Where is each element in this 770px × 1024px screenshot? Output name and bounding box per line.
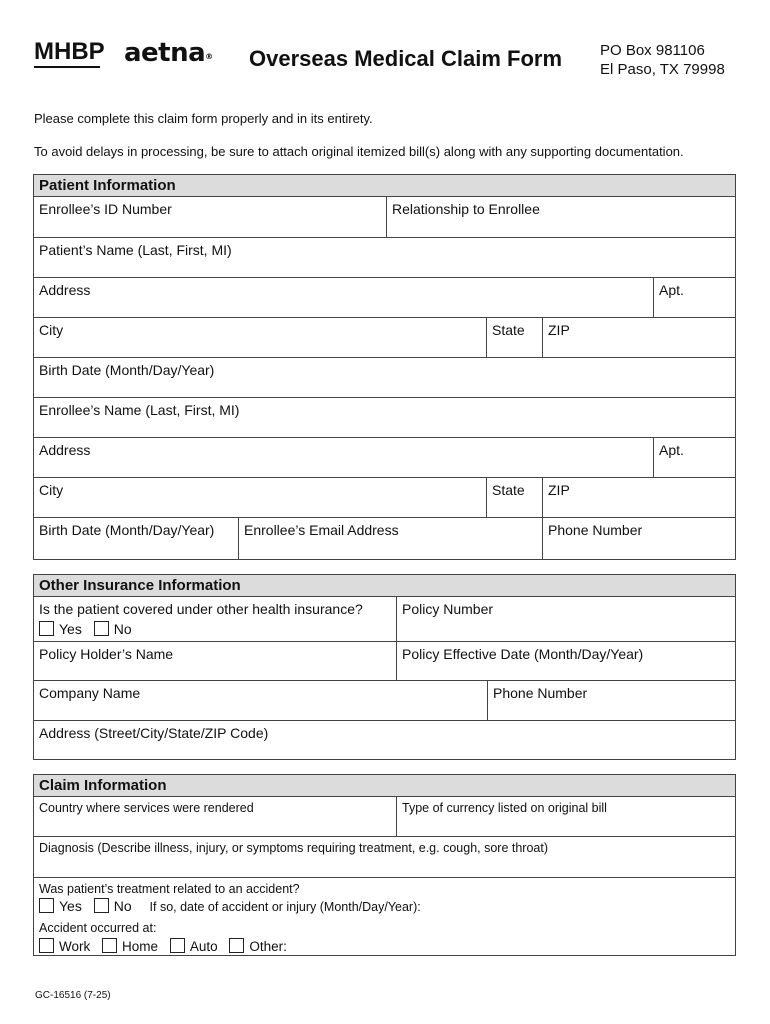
field-label: Phone Number xyxy=(548,522,643,538)
field-label: Birth Date (Month/Day/Year) xyxy=(39,362,215,378)
coverage-options xyxy=(39,621,140,637)
company-address-field[interactable] xyxy=(34,721,735,759)
city-state-zip: El Paso, TX 79998 xyxy=(600,61,725,78)
form-row xyxy=(34,878,735,955)
enrollee-birth-date-field[interactable] xyxy=(34,518,238,559)
field-label: Address xyxy=(39,442,91,458)
coverage-no-option[interactable] xyxy=(94,621,132,637)
enrollee-phone-field[interactable] xyxy=(542,518,735,559)
patient-zip-field[interactable] xyxy=(542,318,735,357)
checkbox[interactable] xyxy=(94,621,109,636)
form-row xyxy=(34,358,735,398)
patient-state-field[interactable] xyxy=(486,318,542,357)
field-label: ZIP xyxy=(548,482,570,498)
form-row xyxy=(34,478,735,518)
checkbox[interactable] xyxy=(39,898,54,913)
checkbox[interactable] xyxy=(102,938,117,953)
field-label: Phone Number xyxy=(493,685,588,701)
other-option[interactable] xyxy=(229,939,287,954)
relationship-field[interactable] xyxy=(386,197,735,237)
intro-line-2: To avoid delays in processing, be sure to attach original itemized bill(s) along with any supporting documentation. xyxy=(34,144,684,159)
form-row xyxy=(34,518,735,559)
option-label: Auto xyxy=(189,939,218,954)
field-label: Apt. xyxy=(659,282,684,298)
checkbox[interactable] xyxy=(229,938,244,953)
mhbp-logo-underline xyxy=(34,66,100,68)
field-label: Diagnosis (Describe illness, injury, or symptoms requiring treatment, e.g. cough, sore throat) xyxy=(39,841,549,855)
field-label: Country where services were rendered xyxy=(39,801,254,815)
form-row xyxy=(34,797,735,837)
enrollee-apt-field[interactable] xyxy=(653,438,735,477)
option-label: No xyxy=(113,898,132,914)
field-label: Enrollee’s Name (Last, First, MI) xyxy=(39,402,240,418)
accident-location-options xyxy=(39,938,295,954)
accident-date-label: If so, date of accident or injury (Month/Day/Year): xyxy=(149,900,421,914)
diagnosis-field[interactable] xyxy=(34,837,735,877)
country-field[interactable] xyxy=(34,797,396,836)
patient-information-section xyxy=(33,174,736,560)
form-row xyxy=(34,837,735,878)
enrollee-name-field[interactable] xyxy=(34,398,735,437)
field-label: Type of currency listed on original bill xyxy=(402,801,607,815)
patient-address-field[interactable] xyxy=(34,278,653,317)
enrollee-address-field[interactable] xyxy=(34,438,653,477)
field-label: Policy Holder’s Name xyxy=(39,646,174,662)
page-title: Overseas Medical Claim Form xyxy=(249,46,563,71)
patient-city-field[interactable] xyxy=(34,318,486,357)
other-insurance-section xyxy=(33,574,736,760)
section-header: Patient Information xyxy=(34,175,735,197)
auto-option[interactable] xyxy=(170,939,218,954)
field-label: State xyxy=(492,322,525,338)
other-coverage-field xyxy=(34,597,396,641)
field-label: Enrollee’s ID Number xyxy=(39,201,172,217)
form-row xyxy=(34,197,735,238)
form-code: GC-16516 (7-25) xyxy=(35,990,111,1001)
patient-apt-field[interactable] xyxy=(653,278,735,317)
field-label: State xyxy=(492,482,525,498)
field-label: Policy Number xyxy=(402,601,494,617)
form-row xyxy=(34,238,735,278)
option-label: Other: xyxy=(249,939,287,954)
aetna-logo xyxy=(124,38,213,68)
enrollee-id-field[interactable] xyxy=(34,197,386,237)
field-label: Relationship to Enrollee xyxy=(392,201,540,217)
patient-name-field[interactable] xyxy=(34,238,735,277)
checkbox[interactable] xyxy=(39,938,54,953)
company-name-field[interactable] xyxy=(34,681,487,720)
option-label: Work xyxy=(59,939,91,954)
field-label: ZIP xyxy=(548,322,570,338)
patient-birth-date-field[interactable] xyxy=(34,358,735,397)
form-row xyxy=(34,438,735,478)
option-label: Yes xyxy=(59,621,82,637)
option-label: No xyxy=(113,621,132,637)
section-header: Claim Information xyxy=(34,775,735,797)
field-label: Address (Street/City/State/ZIP Code) xyxy=(39,725,269,741)
field-label: Was patient’s treatment related to an accident? xyxy=(39,882,300,896)
form-row xyxy=(34,642,735,681)
enrollee-state-field[interactable] xyxy=(486,478,542,517)
field-label: Enrollee’s Email Address xyxy=(244,522,399,538)
option-label: Home xyxy=(122,939,159,954)
checkbox[interactable] xyxy=(170,938,185,953)
field-label: Company Name xyxy=(39,685,141,701)
enrollee-email-field[interactable] xyxy=(238,518,542,559)
field-label: Policy Effective Date (Month/Day/Year) xyxy=(402,646,644,662)
form-row xyxy=(34,398,735,438)
field-label: Birth Date (Month/Day/Year) xyxy=(39,522,215,538)
section-header: Other Insurance Information xyxy=(34,575,735,597)
work-option[interactable] xyxy=(39,939,90,954)
registered-mark-icon: ® xyxy=(205,52,213,61)
accident-yes-option[interactable] xyxy=(39,898,82,914)
enrollee-zip-field[interactable] xyxy=(542,478,735,517)
form-row xyxy=(34,681,735,721)
field-label: City xyxy=(39,322,64,338)
coverage-yes-option[interactable] xyxy=(39,621,82,637)
aetna-logo-text: aetna xyxy=(124,38,206,68)
field-label: Accident occurred at: xyxy=(39,921,157,935)
form-row xyxy=(34,597,735,642)
po-box: PO Box 981106 xyxy=(600,42,705,59)
home-option[interactable] xyxy=(102,939,158,954)
form-row xyxy=(34,318,735,358)
mhbp-logo: MHBP xyxy=(34,38,105,65)
field-label: Address xyxy=(39,282,91,298)
claim-information-section xyxy=(33,774,736,956)
policy-holder-field[interactable] xyxy=(34,642,396,680)
accident-no-option[interactable] xyxy=(94,898,132,914)
enrollee-city-field[interactable] xyxy=(34,478,486,517)
company-phone-field[interactable] xyxy=(487,681,735,720)
currency-field[interactable] xyxy=(396,797,735,836)
form-row xyxy=(34,721,735,759)
policy-number-field[interactable] xyxy=(396,597,735,641)
accident-options xyxy=(39,898,421,914)
checkbox[interactable] xyxy=(94,898,109,913)
form-row xyxy=(34,278,735,318)
field-label: Patient’s Name (Last, First, MI) xyxy=(39,242,232,258)
field-label: Is the patient covered under other health insurance? xyxy=(39,601,363,617)
field-label: Apt. xyxy=(659,442,684,458)
field-label: City xyxy=(39,482,64,498)
checkbox[interactable] xyxy=(39,621,54,636)
policy-effective-date-field[interactable] xyxy=(396,642,735,680)
intro-line-1: Please complete this claim form properly and in its entirety. xyxy=(34,111,373,126)
accident-field xyxy=(34,878,735,955)
option-label: Yes xyxy=(59,898,82,914)
